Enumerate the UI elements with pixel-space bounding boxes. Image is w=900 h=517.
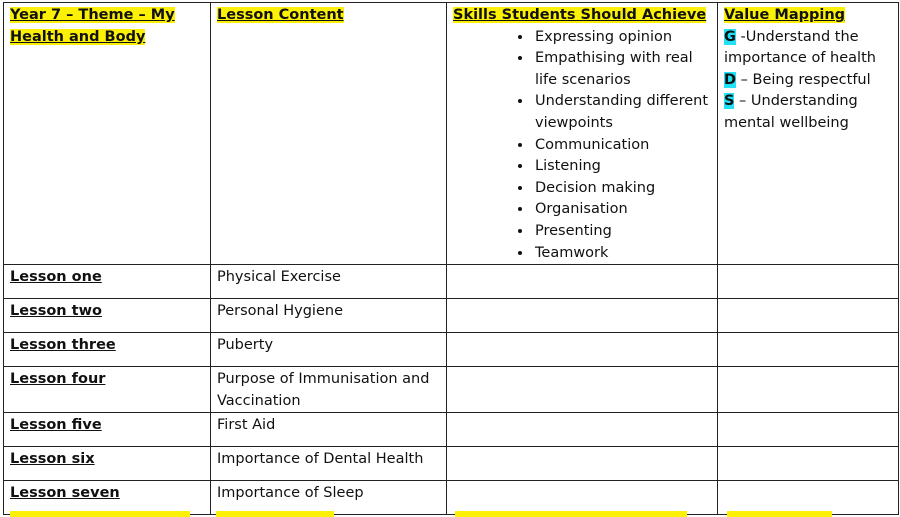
skills-cell bbox=[447, 481, 718, 515]
values-cell bbox=[718, 265, 899, 299]
lesson-plan-table bbox=[3, 2, 899, 515]
value-text: – Understanding mental wellbeing bbox=[724, 93, 858, 131]
lesson-content-cell: Puberty bbox=[211, 333, 447, 367]
skills-cell bbox=[447, 447, 718, 481]
value-mapping-item bbox=[724, 27, 893, 70]
value-code: D bbox=[724, 71, 737, 88]
values-cell bbox=[718, 413, 899, 447]
cut-off-header-highlight bbox=[727, 511, 832, 517]
skills-cell bbox=[447, 299, 718, 333]
value-mapping-item bbox=[724, 91, 893, 134]
table-row bbox=[4, 447, 899, 481]
lesson-name-cell bbox=[4, 367, 211, 413]
lesson-name: Lesson four bbox=[10, 371, 106, 388]
lesson-content-cell: First Aid bbox=[211, 413, 447, 447]
skill-item: • Communication bbox=[533, 135, 712, 157]
skill-item: • Organisation bbox=[533, 199, 712, 221]
cut-off-header-highlight bbox=[10, 511, 190, 517]
values-header-cell bbox=[718, 3, 899, 265]
lesson-name: Lesson six bbox=[10, 451, 95, 468]
lesson-content-cell: Physical Exercise bbox=[211, 265, 447, 299]
lesson-name: Lesson five bbox=[10, 417, 102, 434]
lesson-content-cell: Personal Hygiene bbox=[211, 299, 447, 333]
skills-cell bbox=[447, 413, 718, 447]
skills-cell bbox=[447, 333, 718, 367]
lesson-name: Lesson two bbox=[10, 303, 102, 320]
cut-off-header-highlight bbox=[455, 511, 687, 517]
skill-item: • Expressing opinion bbox=[533, 27, 712, 49]
lesson-name-cell bbox=[4, 333, 211, 367]
value-text: -Understand the importance of health bbox=[724, 28, 876, 67]
table-row bbox=[4, 413, 899, 447]
lesson-name-cell bbox=[4, 447, 211, 481]
lesson-name: Lesson three bbox=[10, 337, 116, 354]
lesson-name: Lesson one bbox=[10, 269, 102, 286]
table-row bbox=[4, 265, 899, 299]
skill-item: • Empathising with real life scenarios bbox=[533, 48, 712, 91]
lesson-content-cell: Importance of Dental Health bbox=[211, 447, 447, 481]
skill-item: • Listening bbox=[533, 156, 712, 178]
theme-header-cell bbox=[4, 3, 211, 265]
skills-header-cell bbox=[447, 3, 718, 265]
value-code: G bbox=[724, 28, 736, 45]
skills-cell bbox=[447, 265, 718, 299]
content-header-cell bbox=[211, 3, 447, 265]
lesson-name-cell bbox=[4, 481, 211, 515]
content-header: Lesson Content bbox=[217, 7, 344, 23]
skill-item: • Presenting bbox=[533, 221, 712, 243]
header-row bbox=[4, 3, 899, 265]
value-text: – Being respectful bbox=[736, 71, 871, 88]
values-cell bbox=[718, 367, 899, 413]
values-cell bbox=[718, 447, 899, 481]
skills-header: Skills Students Should Achieve bbox=[453, 7, 707, 23]
skill-item: • Teamwork bbox=[533, 243, 712, 265]
table-row bbox=[4, 333, 899, 367]
value-code: S bbox=[724, 93, 735, 110]
table-row bbox=[4, 299, 899, 333]
skills-cell bbox=[447, 367, 718, 413]
skills-list bbox=[453, 27, 712, 265]
lesson-name-cell bbox=[4, 265, 211, 299]
lesson-content-cell: Importance of Sleep bbox=[211, 481, 447, 515]
lesson-name-cell bbox=[4, 299, 211, 333]
table-row bbox=[4, 367, 899, 413]
values-cell bbox=[718, 299, 899, 333]
skill-item: • Decision making bbox=[533, 178, 712, 200]
skill-item: • Understanding different viewpoints bbox=[533, 91, 712, 134]
value-mapping-item bbox=[724, 70, 893, 92]
values-header: Value Mapping bbox=[724, 7, 846, 23]
table-row bbox=[4, 481, 899, 515]
lesson-name-cell bbox=[4, 413, 211, 447]
values-cell bbox=[718, 333, 899, 367]
lesson-name: Lesson seven bbox=[10, 485, 120, 502]
cut-off-header-highlight bbox=[216, 511, 334, 517]
values-cell bbox=[718, 481, 899, 515]
theme-header: Year 7 – Theme – My Health and Body bbox=[10, 7, 175, 45]
lesson-content-cell: Purpose of Immunisation and Vaccination bbox=[211, 367, 447, 413]
